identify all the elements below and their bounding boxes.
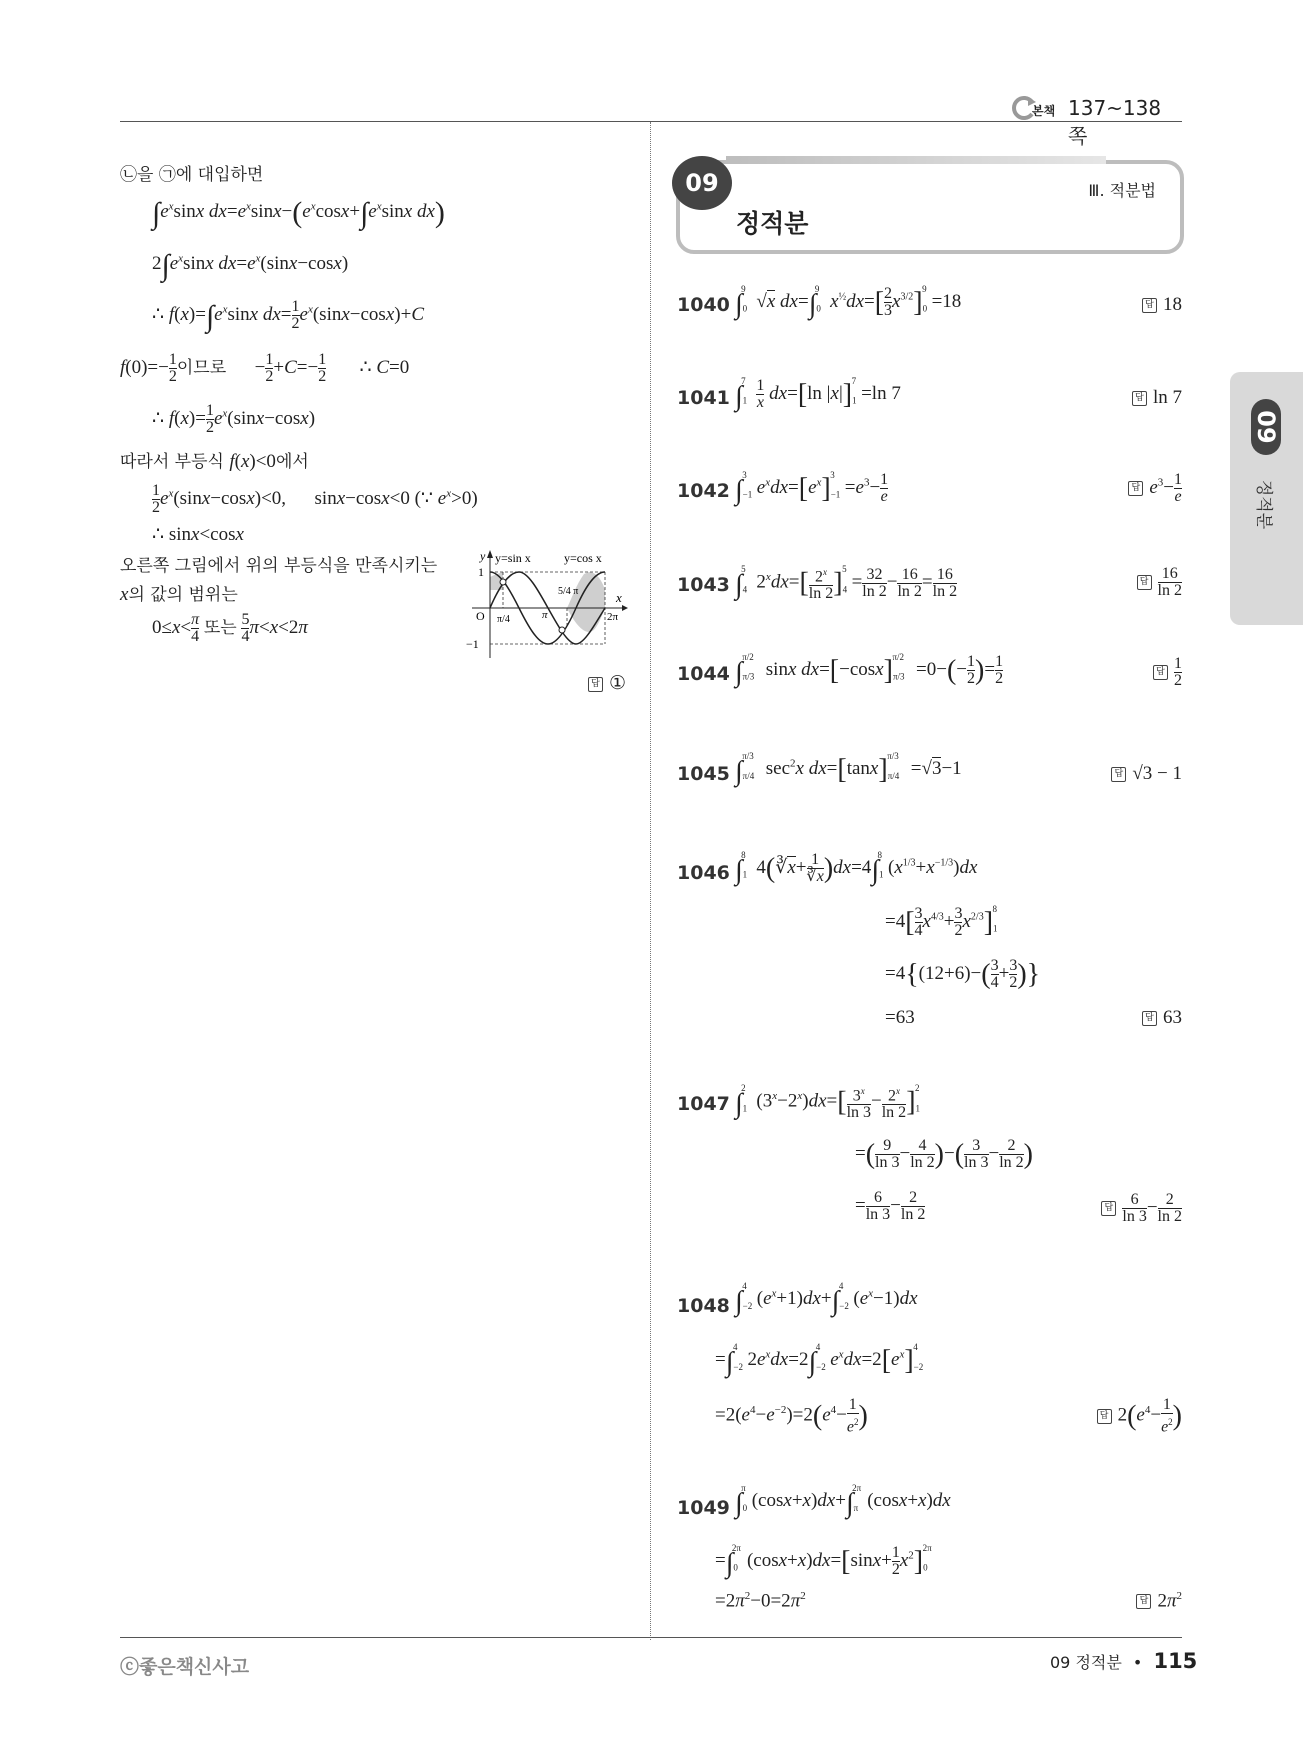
solution-line: $\int_{\pi/4}^{\pi/3}\sec^2x$ $dx=[\tan x]_{\pi/4}^{\pi/3}=√3-1$ [735, 750, 962, 787]
problem-number: 1044 [677, 663, 730, 685]
problem-answer: 답 $2\pi^2$ [1100, 1590, 1182, 1612]
sin-cos-graph [462, 550, 628, 660]
problem-answer: 답 $e^3-$ $\frac{1}{e}$ [1060, 472, 1182, 505]
text-line: ㉡을 ㉠에 대입하면 [120, 165, 264, 185]
answer-icon [1137, 575, 1152, 590]
graph-label-one: 1 [478, 565, 484, 579]
graph-label-minus-one: −1 [466, 637, 479, 651]
section-title: 정적분 [736, 209, 809, 238]
graph-label-origin: O [476, 609, 485, 623]
problem-number: 1046 [677, 862, 730, 884]
page-number: 115 [1153, 1649, 1198, 1673]
problem-answer: 답 $\frac{16}{\ln 2}$ [1080, 566, 1182, 599]
graph-label-2pi: 2π [607, 611, 619, 623]
section-part: Ⅲ. 적분법 [1088, 181, 1156, 200]
answer-icon [1142, 298, 1157, 313]
graph-label-5pi4: 5/4 π [558, 586, 579, 597]
problem-answer: 답 $\frac{1}{2}$ [1100, 656, 1182, 689]
answer-icon [1097, 1409, 1112, 1424]
side-tab-number: 09 [1251, 399, 1281, 455]
solution-line: $=2(e^4-e^{-2})=2(e^4-$ $\frac{1}{e^2}$ ) [715, 1396, 868, 1436]
footer-chapter-label: 09 정적분 [1050, 1653, 1122, 1672]
text-line: 오른쪽 그림에서 위의 부등식을 만족시키는 [120, 556, 438, 576]
problem-number: 1043 [677, 574, 730, 596]
side-tab-label: 정적분 [1253, 479, 1274, 530]
left-answer: 답① [560, 672, 626, 695]
problem-answer: 답 18 [1080, 294, 1182, 316]
solution-line: =63 [885, 1007, 915, 1028]
solution-line: $\int_4^5$ $2^xdx=$[ $\frac{2^x}{\ln 2}$ ]$_4^5=$ $\frac{32}{\ln 2}$ − $\frac{16}{\ln 2}$ = $\frac{16}{\ln 2}$ [735, 564, 958, 603]
column-divider [650, 122, 651, 1640]
math-line: $2\int e^x\sin x$ $dx=e^x(\sin x-\cos x)$ [152, 249, 349, 282]
footer-rule [120, 1637, 1182, 1638]
math-line: $\frac{1}{2}$ $e^x(\sin x-\cos x)<0$, sinx−cosx<0 (∵ $e^x>0$) [152, 482, 478, 516]
footer-chapter [1050, 1649, 1197, 1673]
solution-line: $\int_1^2$ $(3^x-2^x)dx=$[ $\frac{3^x}{\ln 3}$ − $\frac{2^x}{\ln 2}$ ]$_1^2$ [735, 1083, 921, 1122]
answer-icon [1111, 767, 1126, 782]
problem-number: 1040 [677, 294, 730, 316]
answer-icon [1142, 1011, 1157, 1026]
math-line: ∴ $f(x)=\int e^x\sin x$ dx= $\frac{1}{2}$ $e^x(\sin x-\cos x)+C$ [152, 298, 424, 333]
math-line: f(0)=− $\frac{1}{2}$ 이므로 − $\frac{1}{2}$ +C=− $\frac{1}{2}$ ∴ C=0 [120, 351, 410, 385]
header-rule [120, 121, 1182, 122]
math-line: ∴ f(x)= $\frac{1}{2}$ $e^x(\sin x-\cos x)$ [152, 402, 316, 436]
solution-line: $\int_0^9$ √x $dx=\int_0^9$ $x^{\frac{1}{2}}dx=$[ $\frac{2}{3}$ $x^{3/2}]_0^9=18$ [735, 283, 962, 320]
problem-answer: 답 63 [1100, 1007, 1182, 1029]
problem-number: 1047 [677, 1093, 730, 1115]
solution-line: $\int_{-2}^4(e^x+1)dx+\int_{-2}^4(e^x-1)dx$ [735, 1280, 918, 1317]
answer-icon [1136, 1594, 1151, 1609]
solution-line: =4[ $\frac{3}{4}$ $x^{4/3}+$ $\frac{3}{2}$ $x^{2/3}]_1^8$ [885, 903, 998, 939]
text-line: 따라서 부등식 f(x)<0에서 [120, 451, 309, 472]
solution-line: =( $\frac{9}{\ln 3}$ − $\frac{4}{\ln 2}$ )−( $\frac{3}{\ln 3}$ − $\frac{2}{\ln 2}$ ) [855, 1137, 1033, 1171]
problem-answer: 답 √3 − 1 [1060, 763, 1182, 785]
problem-number: 1045 [677, 763, 730, 785]
problem-number: 1049 [677, 1497, 730, 1519]
solution-line: $\int_{\pi/3}^{\pi/2}\sin x$ $dx=[-\cos x]_{\pi/3}^{\pi/2}=0-(-$ $\frac{1}{2}$ )= $\frac{1}{2}$ [735, 651, 1004, 688]
solution-line: $\int_1^7$ $\frac{1}{x}$ dx=[ln $|x|]_1^7=\ln$ 7 [735, 375, 901, 412]
math-line: $\int e^x\sin x$ $dx=e^x\sin x-(e^x\cos x+\int e^x\sin x$ dx) [152, 196, 445, 230]
side-tab[interactable] [1230, 372, 1303, 625]
answer-icon [1153, 665, 1168, 680]
graph-label-pi4: π/4 [497, 614, 510, 625]
problem-answer: 답 $2(e^4-$ $\frac{1}{e^2}$ ) [1050, 1397, 1182, 1435]
solution-line: $=\int_{-2}^42e^xdx=2\int_{-2}^4e^xdx=2[e^x]_{-2}^4$ [715, 1341, 924, 1378]
solution-line: $=2\pi^2-0=2\pi^2$ [715, 1590, 806, 1612]
problem-answer: 답 ln 7 [1080, 387, 1182, 409]
page-header [1010, 94, 1180, 148]
answer-icon [588, 677, 603, 692]
solution-line: $=\int_0^{2\pi}(\cos x+x)dx=[\sin x+$ $\frac{1}{2}$ $x^2]_0^{2\pi}$ [715, 1542, 932, 1579]
graph-label-cos: y=cos x [564, 551, 602, 565]
solution-line: = $\frac{6}{\ln 3}$ − $\frac{2}{\ln 2}$ [855, 1189, 926, 1223]
footer-bullet: • [1132, 1653, 1143, 1672]
section-title-box [676, 160, 1182, 252]
answer-icon [1132, 391, 1147, 406]
publisher-logo: ⓒ좋은책신사고 [120, 1656, 250, 1678]
problem-answer: 답 $\frac{6}{\ln 3}$ − $\frac{2}{\ln 2}$ [1050, 1192, 1182, 1225]
answer-icon [1101, 1201, 1116, 1216]
math-line: 0≤x< $\frac{\pi}{4}$ 또는 $\frac{5}{4}$ π<x<2π [152, 611, 308, 645]
book-label: 본책 [1032, 104, 1056, 118]
answer-icon [1128, 481, 1143, 496]
graph-label-pi: π [542, 609, 548, 621]
problem-number: 1042 [677, 480, 730, 502]
problem-number: 1048 [677, 1295, 730, 1317]
solution-line: $\int_{-1}^3e^xdx=[e^x]_{-1}^3=e^3-$ $\frac{1}{e}$ [735, 469, 889, 506]
math-line: ∴ sinx<cosx [152, 524, 244, 545]
page-range: 137~138쪽 [1068, 96, 1162, 148]
graph-label-y: y [480, 550, 486, 563]
solution-line: $\int_1^8$ 4(∛x+ $\frac{1}{∛x}$ )$dx=4\int_1^8(x^{1/3}+x^{-1/3})dx$ [735, 849, 978, 886]
graph-label-x: x [616, 590, 622, 605]
text-line: x의 값의 범위는 [120, 584, 238, 605]
section-number: 09 [672, 156, 732, 210]
solution-line: =4{(12+6)−( $\frac{3}{4}$ + $\frac{3}{2}$ )} [885, 957, 1041, 991]
problem-number: 1041 [677, 387, 730, 409]
solution-line: $\int_0^\pi(\cos x+x)dx+\int_\pi^{2\pi}(\cos x+x)dx$ [735, 1482, 951, 1519]
graph-label-sin: y=sin x [495, 551, 531, 565]
